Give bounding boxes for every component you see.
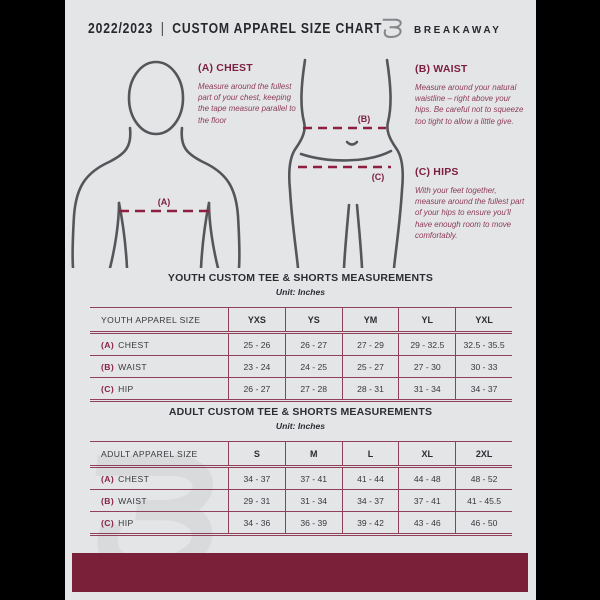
table-row bbox=[90, 512, 512, 536]
column-header: YS bbox=[285, 308, 342, 331]
table-cell: 34 - 37 bbox=[342, 490, 399, 511]
waist-guide bbox=[415, 63, 529, 127]
row-label bbox=[90, 490, 228, 511]
row-label bbox=[90, 468, 228, 489]
column-header: YL bbox=[398, 308, 455, 331]
table-header-row bbox=[90, 307, 512, 334]
hips-guide-heading: (C) HIPS bbox=[415, 166, 459, 178]
table-cell: 48 - 52 bbox=[455, 468, 512, 489]
table-cell: 39 - 42 bbox=[342, 512, 399, 533]
table-cell: 27 - 29 bbox=[342, 334, 399, 355]
row-label-prefix: (B) bbox=[101, 361, 115, 372]
row-label bbox=[90, 378, 228, 399]
breakaway-b-logo-icon bbox=[380, 13, 408, 48]
row-label-text: CHEST bbox=[118, 473, 150, 484]
header-title-line bbox=[88, 21, 382, 37]
youth-table-title: YOUTH CUSTOM TEE & SHORTS MEASUREMENTS bbox=[167, 272, 434, 284]
table-cell: 37 - 41 bbox=[285, 468, 342, 489]
column-header: 2XL bbox=[455, 442, 512, 465]
adult-size-table bbox=[90, 441, 512, 536]
table-cell: 27 - 30 bbox=[398, 356, 455, 377]
row-label-text: WAIST bbox=[118, 495, 148, 506]
table-header-row bbox=[90, 441, 512, 468]
header-separator: | bbox=[160, 21, 165, 37]
table-cell: 46 - 50 bbox=[455, 512, 512, 533]
table-cell: 41 - 44 bbox=[342, 468, 399, 489]
table-row bbox=[90, 378, 512, 402]
column-header: YM bbox=[342, 308, 399, 331]
table-cell: 34 - 37 bbox=[455, 378, 512, 399]
column-header: L bbox=[342, 442, 399, 465]
row-label-prefix: (C) bbox=[101, 383, 115, 394]
row-label-prefix: (A) bbox=[101, 473, 115, 484]
youth-table-unit: Unit: Inches bbox=[275, 287, 326, 297]
column-header: S bbox=[228, 442, 285, 465]
table-cell: 37 - 41 bbox=[398, 490, 455, 511]
table-cell: 26 - 27 bbox=[228, 378, 285, 399]
brand-name: BREAKAWAY bbox=[414, 25, 502, 36]
column-header: XL bbox=[398, 442, 455, 465]
column-header: YXS bbox=[228, 308, 285, 331]
table-cell: 24 - 25 bbox=[285, 356, 342, 377]
table-row bbox=[90, 468, 512, 490]
waist-guide-text: Measure around your natural waistline – right above your hips. Be careful not to squeeze too tight to allow a little give. bbox=[415, 83, 524, 126]
table-cell: 31 - 34 bbox=[398, 378, 455, 399]
table-row bbox=[90, 490, 512, 512]
row-label-text: HIP bbox=[118, 517, 134, 528]
table-cell: 32.5 - 35.5 bbox=[455, 334, 512, 355]
table-cell: 30 - 33 bbox=[455, 356, 512, 377]
table-cell: 23 - 24 bbox=[228, 356, 285, 377]
table-cell: 25 - 27 bbox=[342, 356, 399, 377]
column-header: M bbox=[285, 442, 342, 465]
table-cell: 43 - 46 bbox=[398, 512, 455, 533]
waist-line-marker: (B) bbox=[357, 114, 371, 124]
column-header: ADULT APPAREL SIZE bbox=[101, 448, 198, 459]
waist-hips-measurement-figure bbox=[283, 58, 409, 268]
table-cell: 44 - 48 bbox=[398, 468, 455, 489]
row-label-prefix: (A) bbox=[101, 339, 115, 350]
waist-guide-heading: (B) WAIST bbox=[415, 63, 468, 75]
hips-guide-text: With your feet together, measure around the fullest part of your hips to ensure you'll have enough room to move comfortably. bbox=[415, 186, 525, 240]
table-cell: 29 - 32.5 bbox=[398, 334, 455, 355]
hips-guide bbox=[415, 166, 529, 241]
row-label-prefix: (B) bbox=[101, 495, 115, 506]
table-cell: 31 - 34 bbox=[285, 490, 342, 511]
table-row bbox=[90, 334, 512, 356]
row-label-text: WAIST bbox=[118, 361, 148, 372]
adult-table-unit: Unit: Inches bbox=[275, 421, 326, 431]
adult-table-title: ADULT CUSTOM TEE & SHORTS MEASUREMENTS bbox=[168, 406, 433, 418]
row-label-text: HIP bbox=[118, 383, 134, 394]
footer-accent-bar bbox=[72, 553, 528, 592]
chest-line-marker: (A) bbox=[157, 197, 171, 207]
row-label-text: CHEST bbox=[118, 339, 150, 350]
youth-size-table bbox=[90, 307, 512, 402]
row-label bbox=[90, 512, 228, 533]
hips-line-marker: (C) bbox=[371, 172, 385, 182]
table-cell: 26 - 27 bbox=[285, 334, 342, 355]
table-cell: 25 - 26 bbox=[228, 334, 285, 355]
table-cell: 34 - 36 bbox=[228, 512, 285, 533]
table-cell: 36 - 39 bbox=[285, 512, 342, 533]
row-label bbox=[90, 356, 228, 377]
chest-guide bbox=[198, 62, 298, 126]
chest-guide-text: Measure around the fullest part of your chest, keeping the tape measure parallel to the floor bbox=[198, 82, 296, 125]
header-year: 2022/2023 bbox=[88, 21, 154, 37]
row-label bbox=[90, 334, 228, 355]
table-row bbox=[90, 356, 512, 378]
column-header: YOUTH APPAREL SIZE bbox=[101, 314, 201, 325]
table-cell: 28 - 31 bbox=[342, 378, 399, 399]
table-cell: 29 - 31 bbox=[228, 490, 285, 511]
size-chart-document bbox=[65, 0, 536, 600]
table-cell: 34 - 37 bbox=[228, 468, 285, 489]
column-header: YXL bbox=[455, 308, 512, 331]
table-cell: 27 - 28 bbox=[285, 378, 342, 399]
header-title: CUSTOM APPAREL SIZE CHART bbox=[172, 21, 383, 37]
table-cell: 41 - 45.5 bbox=[455, 490, 512, 511]
chest-guide-heading: (A) CHEST bbox=[198, 62, 253, 74]
row-label-prefix: (C) bbox=[101, 517, 115, 528]
